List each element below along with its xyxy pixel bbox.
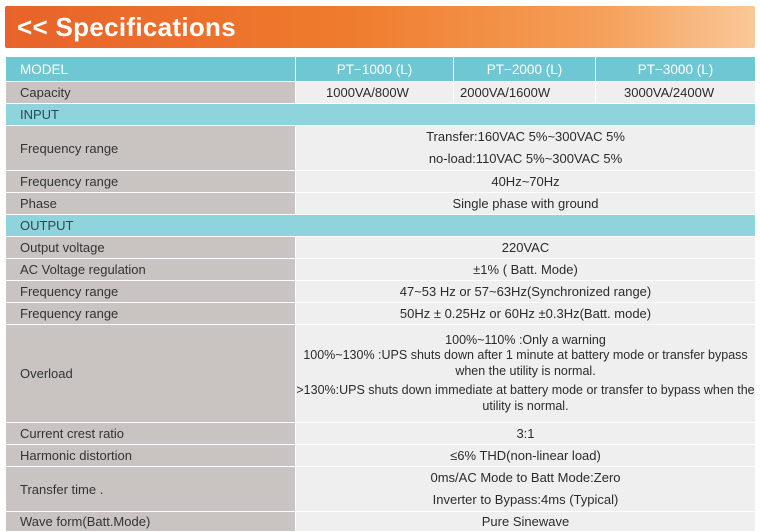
- wave-form-label: Wave form(Batt.Mode): [6, 512, 296, 532]
- transfer-time-value: [296, 467, 756, 512]
- current-crest-ratio-label: Current crest ratio: [6, 423, 296, 445]
- output-frequency-range-label-2: Frequency range: [6, 303, 296, 325]
- specifications-table: [5, 56, 756, 532]
- table-row: [6, 512, 756, 532]
- capacity-label: Capacity: [6, 82, 296, 104]
- capacity-pt3000: 3000VA/2400W: [596, 82, 756, 104]
- harmonic-distortion-label: Harmonic distortion: [6, 445, 296, 467]
- overload-label: Overload: [6, 325, 296, 423]
- ac-voltage-regulation-label: AC Voltage regulation: [6, 259, 296, 281]
- ac-to-batt-text: 0ms/AC Mode to Batt Mode:Zero: [430, 470, 621, 485]
- transfer-time-label: Transfer time .: [6, 467, 296, 512]
- input-frequency-range-value-2: 40Hz~70Hz: [296, 171, 756, 193]
- section-row: [6, 104, 756, 126]
- current-crest-ratio-value: 3:1: [296, 423, 756, 445]
- specifications-banner: [5, 6, 755, 48]
- ac-voltage-regulation-value: ±1% ( Batt. Mode): [296, 259, 756, 281]
- table-row: [6, 423, 756, 445]
- overload-warning-text: 100%~110% :Only a warning 100%~130% :UPS shuts down after 1 minute at battery mode or transfer bypass when the utility is normal.: [303, 332, 748, 378]
- output-voltage-label: Output voltage: [6, 237, 296, 259]
- no-load-range-text: no-load:110VAC 5%~300VAC 5%: [428, 151, 623, 166]
- input-frequency-range-label: Frequency range: [6, 126, 296, 171]
- table-row: [6, 467, 756, 512]
- capacity-pt1000: 1000VA/800W: [296, 82, 454, 104]
- input-section-title: INPUT: [6, 104, 756, 126]
- overload-shutdown-text: >130%:UPS shuts down immediate at battery mode or transfer to bypass when the utility is normal.: [296, 383, 755, 413]
- table-row: [6, 237, 756, 259]
- model-column-pt2000: PT−2000 (L): [454, 57, 596, 82]
- output-frequency-range-value-2: 50Hz ± 0.25Hz or 60Hz ±0.3Hz(Batt. mode): [296, 303, 756, 325]
- input-frequency-range-value: [296, 126, 756, 171]
- harmonic-distortion-value: ≤6% THD(non-linear load): [296, 445, 756, 467]
- page-title: << Specifications: [17, 12, 236, 42]
- table-header-row: [6, 57, 756, 82]
- model-column-pt1000: PT−1000 (L): [296, 57, 454, 82]
- inverter-to-bypass-text: Inverter to Bypass:4ms (Typical): [432, 492, 619, 507]
- model-header: MODEL: [6, 57, 296, 82]
- output-frequency-range-label: Frequency range: [6, 281, 296, 303]
- phase-label: Phase: [6, 193, 296, 215]
- table-row: [6, 82, 756, 104]
- phase-value: Single phase with ground: [296, 193, 756, 215]
- table-row: [6, 259, 756, 281]
- capacity-pt2000: 2000VA/1600W: [454, 82, 596, 104]
- table-row: [6, 325, 756, 423]
- wave-form-value: Pure Sinewave: [296, 512, 756, 532]
- input-frequency-range-label-2: Frequency range: [6, 171, 296, 193]
- output-frequency-range-value: 47~53 Hz or 57~63Hz(Synchronized range): [296, 281, 756, 303]
- output-voltage-value: 220VAC: [296, 237, 756, 259]
- model-column-pt3000: PT−3000 (L): [596, 57, 756, 82]
- table-row: [6, 193, 756, 215]
- output-section-title: OUTPUT: [6, 215, 756, 237]
- overload-value: [296, 325, 756, 423]
- table-row: [6, 281, 756, 303]
- table-row: [6, 303, 756, 325]
- section-row: [6, 215, 756, 237]
- table-row: [6, 171, 756, 193]
- table-row: [6, 445, 756, 467]
- transfer-range-text: Transfer:160VAC 5%~300VAC 5%: [426, 129, 625, 144]
- table-row: [6, 126, 756, 171]
